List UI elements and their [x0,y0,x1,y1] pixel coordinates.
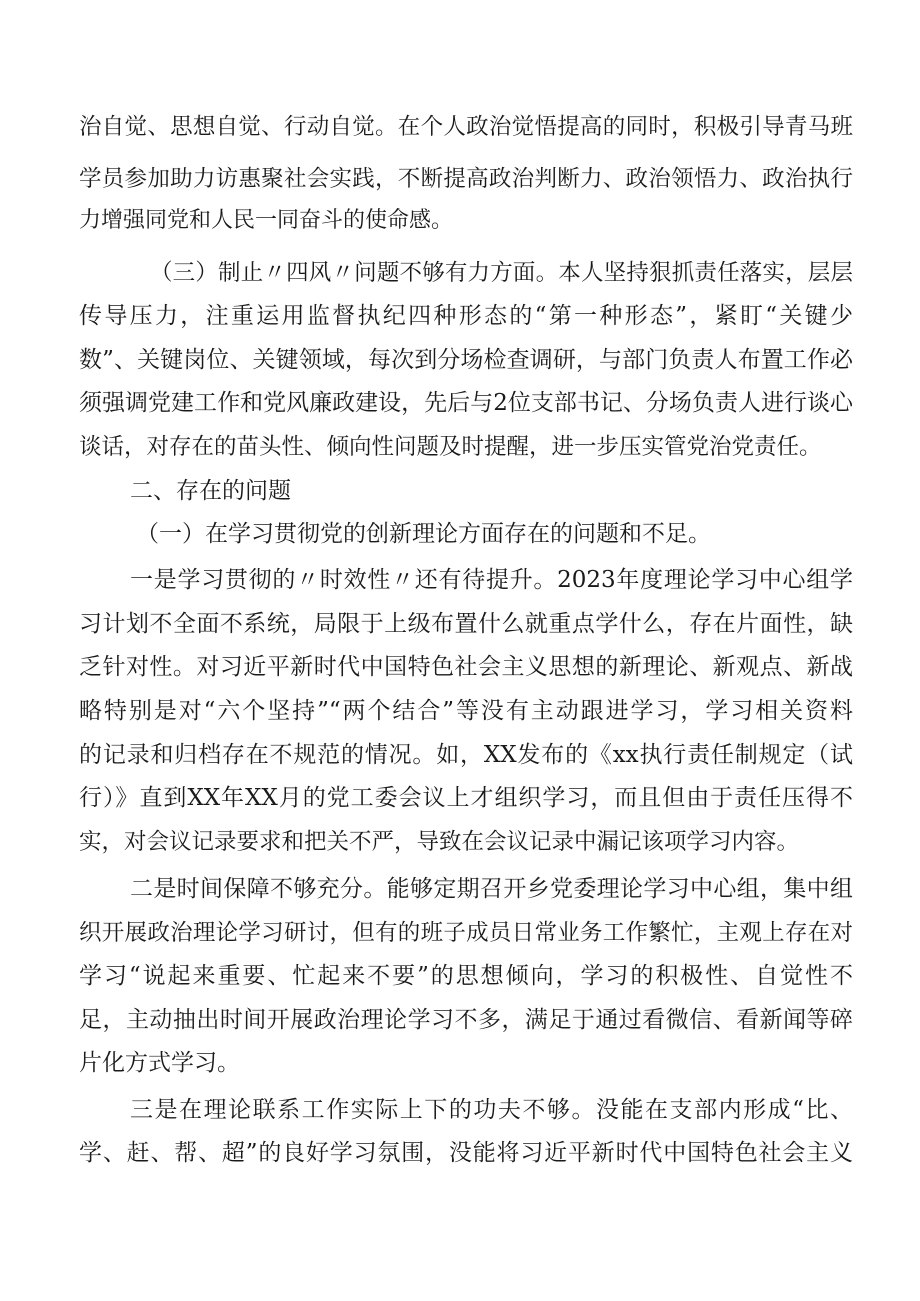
line-text: 传导压力，注重运用监督执纪四种形态的“第一种形态”，紧盯“关键少 [79,303,853,329]
text-line [0,999,920,1041]
line-text: 行）》直到XX年XX月的党工委会议上才组织学习，而且但由于责任压得不 [79,785,853,811]
line-text: 片化方式学习。 [79,1050,240,1076]
line-text: 习计划不全面不系统，局限于上级布置什么就重点学什么，存在片面性，缺 [79,611,853,637]
text-line [0,603,920,645]
line-text: 须强调党建工作和党风廉政建设，先后与2位支部书记、分场负责人进行谈心 [79,390,853,416]
line-text: 数”、关键岗位、关键领域，每次到分场检查调研，与部门负责人布置工作必 [79,347,853,373]
line-text: 乏针对性。对习近平新时代中国特色社会主义思想的新理论、新观点、新战 [79,654,853,680]
text-line [0,690,920,732]
text-line [0,955,920,997]
text-line [0,252,920,294]
text-line [0,1042,920,1084]
line-text: 织开展政治理论学习研讨，但有的班子成员日常业务工作繁忙，主观上存在对 [79,920,853,946]
line-text: 力增强同党和人民一同奋斗的使命感。 [79,208,454,233]
line-text: 略特别是对“六个坚持”“两个结合”等没有主动跟进学习，学习相关资料 [79,698,853,724]
line-text: （三）制止〃四风〃问题不够有力方面。本人坚持狠抓责任落实，层层 [150,260,853,286]
line-text: 实，对会议记录要求和把关不严，导致在会议记录中漏记该项学习内容。 [79,829,800,855]
text-line [0,912,920,954]
line-text: 学员参加助力访惠聚社会实践，不断提高政治判断力、政治领悟力、政治执行 [79,166,853,192]
text-line [0,868,920,910]
text-line [0,646,920,688]
text-line [0,734,920,776]
text-line [0,295,920,337]
line-text: 谈话，对存在的苗头性、倾向性问题及时提醒，进一步压实管党治党责任。 [79,434,822,460]
text-line [0,777,920,819]
heading-text: （一）在学习贯彻党的创新理论方面存在的问题和不足。 [136,521,711,547]
text-line [0,426,920,468]
line-text: 足，主动抽出时间开展政治理论学习不多，满足于通过看微信、看新闻等碎 [79,1007,853,1033]
text-line [0,106,920,148]
line-text: 三是在理论联系工作实际上下的功夫不够。没能在支部内形成“比、 [130,1097,853,1123]
text-line [0,158,920,200]
line-text: 学、赶、帮、超”的良好学习氛围，没能将习近平新时代中国特色社会主义 [79,1140,853,1166]
line-text: 二是时间保障不够充分。能够定期召开乡党委理论学习中心组，集中组 [130,876,853,902]
text-line [0,200,920,242]
text-line [0,1132,920,1174]
text-line [0,1089,920,1131]
heading-text: 二、存在的问题 [130,478,291,504]
text-line [0,339,920,381]
line-text: 治自觉、思想自觉、行动自觉。在个人政治觉悟提高的同时，积极引导青马班 [79,114,853,140]
text-line [0,821,920,863]
line-text: 一是学习贯彻的〃时效性〃还有待提升。2023年度理论学习中心组学 [130,567,853,593]
line-text: 的记录和归档存在不规范的情况。如，XX发布的《xx执行责任制规定（试 [79,742,853,768]
subsection-heading [0,513,920,555]
text-line [0,559,920,601]
section-heading [0,470,920,512]
text-line [0,382,920,424]
line-text: 学习“说起来重要、忙起来不要”的思想倾向，学习的积极性、自觉性不 [79,963,853,989]
